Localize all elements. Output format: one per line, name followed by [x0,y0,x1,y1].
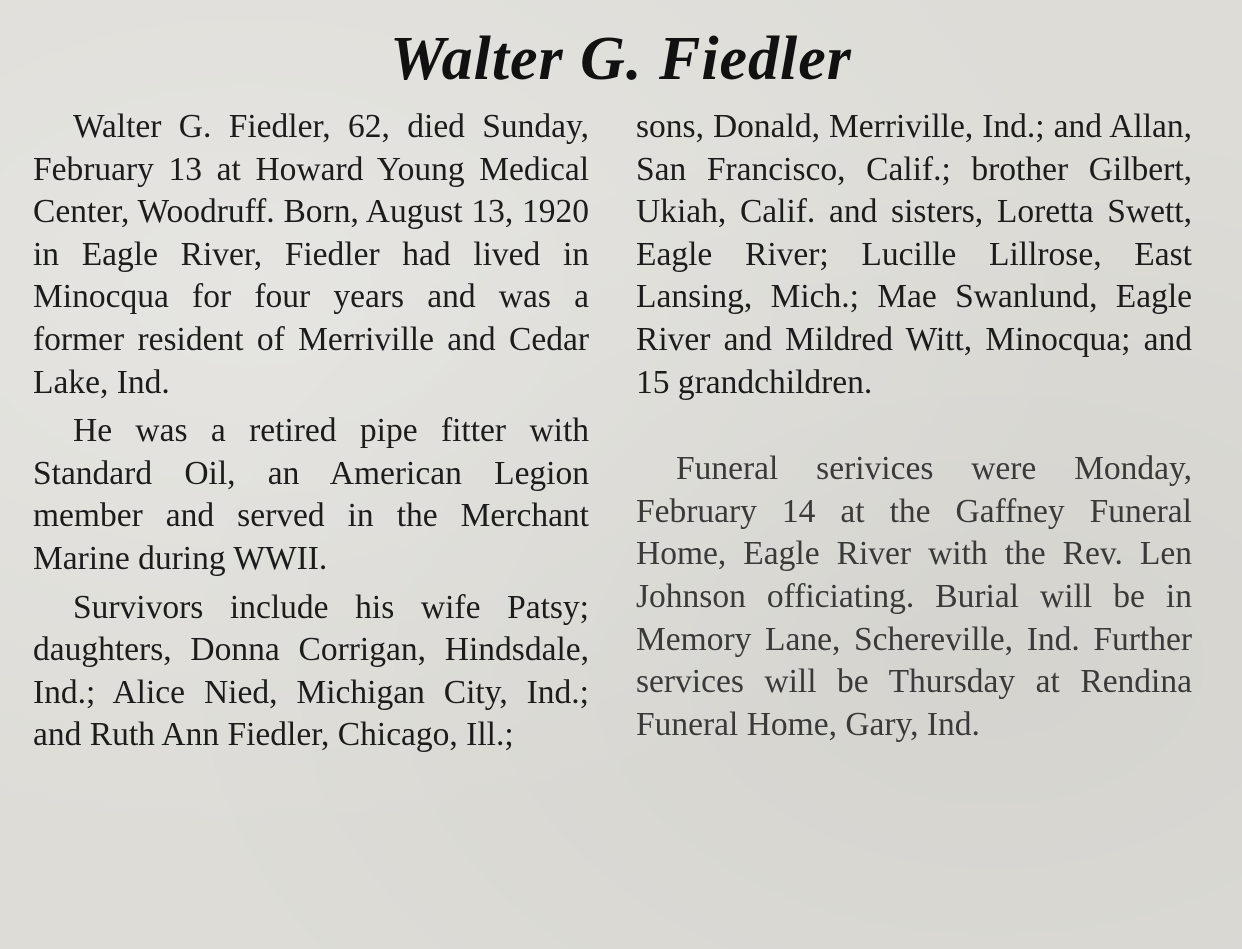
paragraph-survivors: Survivors include his wife Patsy; daughters, Donna Corrigan, Hindsdale, Ind.; Alice Nied, Michigan City, Ind.; and Ruth Ann Fiedler, Chicago, Ill.; [33,588,589,754]
paragraph-death-notice: Walter G. Fiedler, 62, died Sunday, February 13 at Howard Young Medical Center, Woodruff. Born, August 13, 1920 in Eagle River, Fiedler had lived in Minocqua for four years and was a former resident of Merriville and Cedar Lake, Ind. [33,108,589,401]
right-column [636,106,1192,746]
paragraph-survivors-continued: sons, Donald, Merriville, Ind.; and Allan, San Francisco, Calif.; brother Gilbert, Ukiah, Calif. and sisters, Loretta Swett, Eagle River; Lucille Lillrose, East Lansing, Mich.; Mae Swanlund, Eagle River and Mildred Witt, Minocqua; and 15 grandchildren. [636,108,1192,401]
paragraph-career: He was a retired pipe fitter with Standard Oil, an American Legion member and served in the Merchant Marine during WWII. [33,412,589,577]
left-column [33,106,589,757]
paragraph-funeral-services: Funeral serivices were Monday, February 14 at the Gaffney Funeral Home, Eagle River with the Rev. Len Johnson officiating. Burial will be in Memory Lane, Schereville, Ind. Further services will be Thursday at Rendina Funeral Home, Gary, Ind. [636,450,1192,743]
obituary-headline: Walter G. Fiedler [390,25,852,93]
